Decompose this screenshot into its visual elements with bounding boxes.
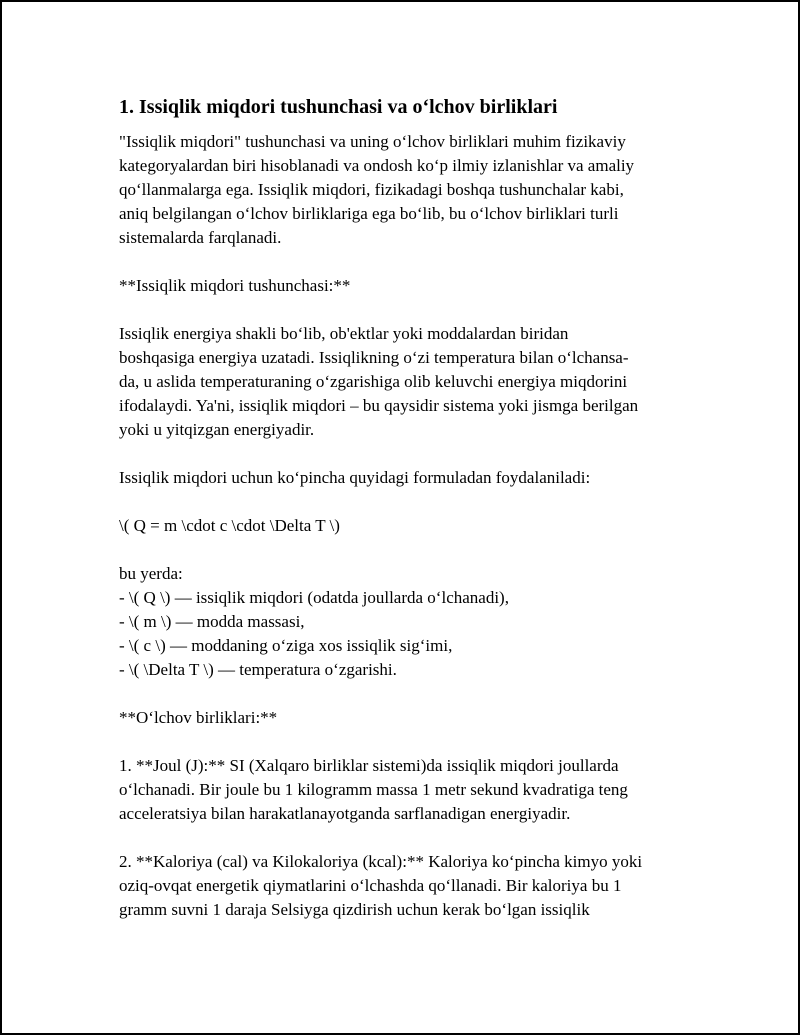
- text-line: Issiqlik miqdori uchun ko‘pincha quyidagi formuladan foydalaniladi:: [119, 468, 591, 487]
- paragraph: [119, 130, 694, 250]
- text-line: Issiqlik energiya shakli bo‘lib, ob'ektlar yoki moddalardan biridan: [119, 324, 569, 343]
- paragraph-gap: [119, 682, 694, 706]
- text-line: - \( \Delta T \) — temperatura o‘zgarishi.: [119, 660, 397, 679]
- text-line: ifodalaydi. Ya'ni, issiqlik miqdori – bu qaysidir sistema yoki jismga berilgan: [119, 396, 639, 415]
- text-line: aniq belgilangan o‘lchov birliklariga ega bo‘lib, bu o‘lchov birliklari turli: [119, 204, 619, 223]
- paragraph-gap: [119, 730, 694, 754]
- text-line: - \( c \) — moddaning o‘ziga xos issiqlik sig‘imi,: [119, 636, 453, 655]
- paragraph: [119, 754, 694, 826]
- text-line: **Issiqlik miqdori tushunchasi:**: [119, 276, 351, 295]
- paragraph: [119, 322, 694, 442]
- text-line: da, u aslida temperaturaning o‘zgarishiga olib keluvchi energiya miqdorini: [119, 372, 628, 391]
- paragraph: [119, 562, 694, 682]
- text-line: "Issiqlik miqdori" tushunchasi va uning o‘lchov birliklari muhim fizikaviy: [119, 132, 626, 151]
- text-line: oziq-ovqat energetik qiymatlarini o‘lchashda qo‘llanadi. Bir kaloriya bu 1: [119, 876, 622, 895]
- paragraphs: [119, 130, 694, 922]
- text-line: bu yerda:: [119, 564, 183, 583]
- text-line: boshqasiga energiya uzatadi. Issiqlikning o‘zi temperatura bilan o‘lchansa-: [119, 348, 629, 367]
- text-line: - \( Q \) — issiqlik miqdori (odatda joullarda o‘lchanadi),: [119, 588, 509, 607]
- text-line: acceleratsiya bilan harakatlanayotganda sarflanadigan energiyadir.: [119, 804, 571, 823]
- text-line: sistemalarda farqlanadi.: [119, 228, 282, 247]
- paragraph-gap: [119, 250, 694, 274]
- paragraph: [119, 706, 694, 730]
- paragraph: [119, 514, 694, 538]
- text-line: gramm suvni 1 daraja Selsiyga qizdirish uchun kerak bo‘lgan issiqlik: [119, 900, 590, 919]
- text-line: qo‘llanmalarga ega. Issiqlik miqdori, fizikadagi boshqa tushunchalar kabi,: [119, 180, 624, 199]
- text-line: \( Q = m \cdot c \cdot \Delta T \): [119, 516, 340, 535]
- paragraph: [119, 850, 694, 922]
- text-line: 2. **Kaloriya (cal) va Kilokaloriya (kcal):** Kaloriya ko‘pincha kimyo yoki: [119, 852, 643, 871]
- text-line: kategoryalardan biri hisoblanadi va ondosh ko‘p ilmiy izlanishlar va amaliy: [119, 156, 635, 175]
- text-line: yoki u yitqizgan energiyadir.: [119, 420, 315, 439]
- text-line: **O‘lchov birliklari:**: [119, 708, 278, 727]
- section-heading: 1. Issiqlik miqdori tushunchasi va o‘lchov birliklari: [119, 96, 558, 118]
- text-line: - \( m \) — modda massasi,: [119, 612, 305, 631]
- paragraph-gap: [119, 298, 694, 322]
- paragraph-gap: [119, 826, 694, 850]
- paragraph: [119, 466, 694, 490]
- text-line: o‘lchanadi. Bir joule bu 1 kilogramm massa 1 metr sekund kvadratiga teng: [119, 780, 628, 799]
- text-line: 1. **Joul (J):** SI (Xalqaro birliklar sistemi)da issiqlik miqdori joullarda: [119, 756, 619, 775]
- paragraph-gap: [119, 442, 694, 466]
- paragraph: [119, 274, 694, 298]
- paragraph-gap: [119, 538, 694, 562]
- document-body: [119, 94, 694, 922]
- paragraph-gap: [119, 490, 694, 514]
